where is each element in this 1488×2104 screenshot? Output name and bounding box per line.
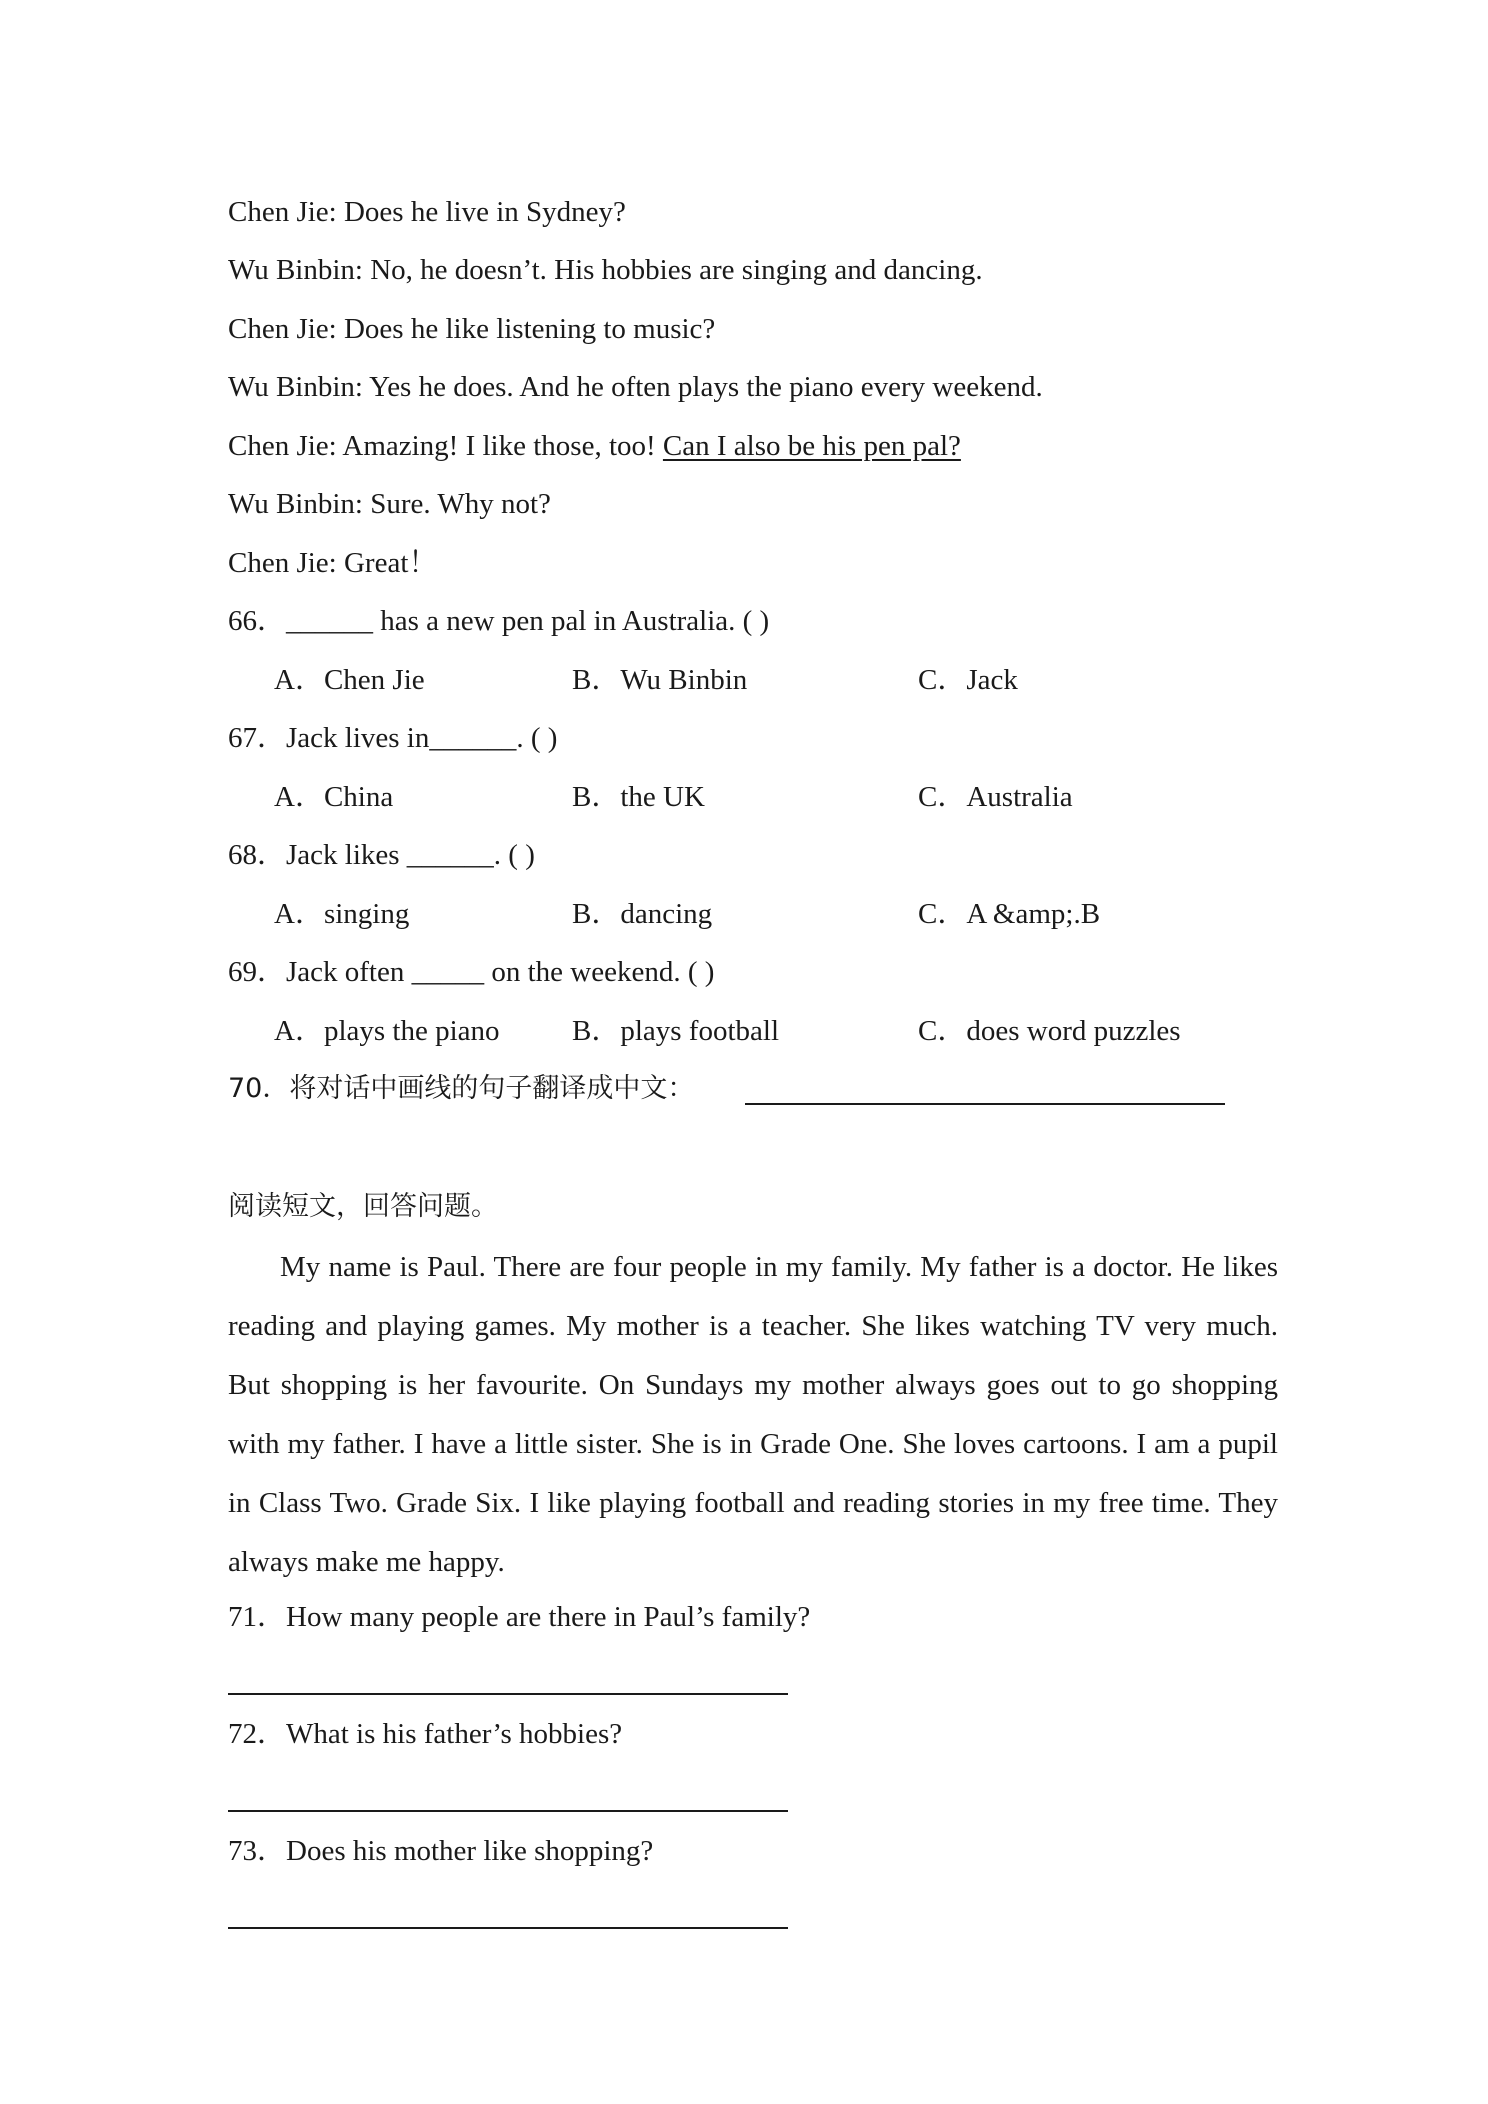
answer-line-73[interactable] [228,1927,788,1929]
dialogue-line: Chen Jie: Great！ [228,547,438,579]
question-69-stem: 69．Jack often _____ on the weekend. ( ) [228,956,715,988]
underlined-sentence: Can I also be his pen pal? [662,430,961,462]
question-66-option-b[interactable]: B．Wu Binbin [572,664,748,696]
question-68-option-b[interactable]: B．dancing [572,898,713,930]
answer-blank-70[interactable] [745,1103,1225,1105]
question-67-option-a[interactable]: A．China [274,781,394,813]
question-67-option-b[interactable]: B．the UK [572,781,705,813]
reading-passage: My name is Paul. There are four people in my family. My father is a doctor. He likes reading and playing games. My mother is a teacher. She likes watching TV very much. But shopping is her favourite. On Sundays my mother always goes out to go shopping with my father. I have a little sister. She is in Grade One. She loves cartoons. I am a pupil in Class Two. Grade Six. I like playing football and reading stories in my free time. They always make me happy. [228,1251,1278,1578]
dialogue-line [228,428,961,464]
question-69-option-a[interactable]: A．plays the piano [274,1015,500,1047]
question-66-stem: 66．______ has a new pen pal in Australia. ( ) [228,605,770,637]
question-68-option-a[interactable]: A．singing [274,898,410,930]
question-73-stem: 73．Does his mother like shopping? [228,1835,654,1867]
answer-line-72[interactable] [228,1810,788,1812]
dialogue-line-prefix: Chen Jie: Amazing! I like those, too! [228,430,663,462]
question-69-option-c[interactable]: C．does word puzzles [918,1015,1181,1047]
question-71-stem: 71．How many people are there in Paul’s family? [228,1601,811,1633]
dialogue-line: Wu Binbin: Sure. Why not? [228,488,551,520]
answer-line-71[interactable] [228,1693,788,1695]
dialogue-line: Chen Jie: Does he live in Sydney? [228,196,626,228]
question-67-option-c[interactable]: C．Australia [918,781,1073,813]
question-69-option-b[interactable]: B．plays football [572,1015,780,1047]
dialogue-line: Wu Binbin: No, he doesn’t. His hobbies are singing and dancing. [228,254,983,286]
question-68-stem: 68．Jack likes ______. ( ) [228,839,535,871]
section-title: 阅读短文，回答问题。 [228,1191,498,1222]
question-70-stem: 70．将对话中画线的句子翻译成中文： [228,1073,695,1104]
question-67-stem: 67．Jack lives in______. ( ) [228,722,558,754]
question-68-option-c[interactable]: C．A &amp;.B [918,898,1101,930]
question-72-stem: 72．What is his father’s hobbies? [228,1718,623,1750]
question-66-option-a[interactable]: A．Chen Jie [274,664,425,696]
dialogue-line: Chen Jie: Does he like listening to music? [228,313,716,345]
question-66-option-c[interactable]: C．Jack [918,664,1018,696]
dialogue-line: Wu Binbin: Yes he does. And he often plays the piano every weekend. [228,371,1043,403]
